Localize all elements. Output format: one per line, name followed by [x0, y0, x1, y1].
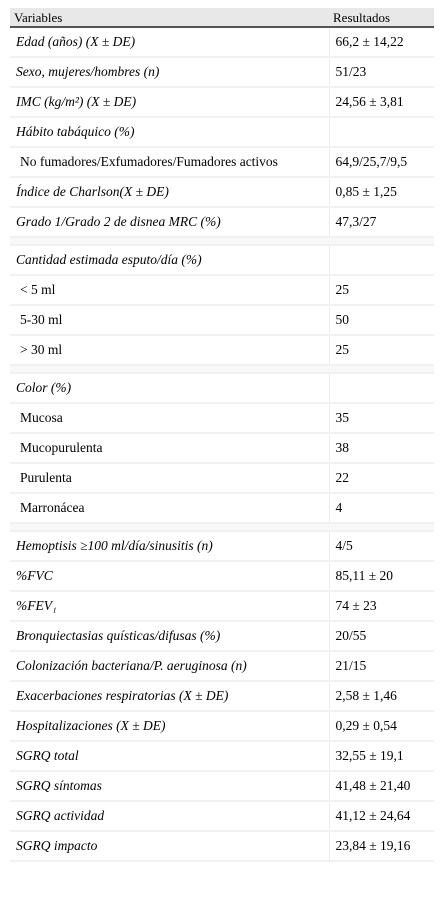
table-row — [10, 433, 434, 463]
variable-cell: < 5 ml — [10, 275, 329, 305]
table-row — [10, 531, 434, 561]
result-cell: 0,29 ± 0,54 — [329, 711, 434, 741]
table-row — [10, 463, 434, 493]
result-cell: 23,84 ± 19,16 — [329, 831, 434, 861]
variable-cell: Cantidad estimada esputo/día (%) — [10, 245, 329, 275]
result-cell: 25 — [329, 275, 434, 305]
variable-cell: Purulenta — [10, 463, 329, 493]
result-cell — [329, 245, 434, 275]
table-row — [10, 403, 434, 433]
result-cell: 41,12 ± 24,64 — [329, 801, 434, 831]
variable-cell: > 30 ml — [10, 335, 329, 365]
table-row — [10, 245, 434, 275]
result-cell: 32,55 ± 19,1 — [329, 741, 434, 771]
result-cell: 74 ± 23 — [329, 591, 434, 621]
table-row — [10, 87, 434, 117]
variable-cell: Sexo, mujeres/hombres (n) — [10, 57, 329, 87]
table-row — [10, 177, 434, 207]
variable-cell: SGRQ actividad — [10, 801, 329, 831]
variable-cell: Colonización bacteriana/P. aeruginosa (n) — [10, 651, 329, 681]
variable-cell: %FEV₁ — [10, 591, 329, 621]
result-cell — [329, 117, 434, 147]
variable-cell: Marronácea — [10, 493, 329, 523]
variable-cell: Hábito tabáquico (%) — [10, 117, 329, 147]
table-row — [10, 681, 434, 711]
table-row — [10, 831, 434, 861]
variable-cell: SGRQ síntomas — [10, 771, 329, 801]
result-cell: 51/23 — [329, 57, 434, 87]
table-row — [10, 207, 434, 237]
spacer-cell — [10, 237, 434, 245]
spacer-cell — [10, 365, 434, 373]
table-row — [10, 621, 434, 651]
table-row — [10, 591, 434, 621]
variable-cell: SGRQ impacto — [10, 831, 329, 861]
table-row — [10, 561, 434, 591]
table-body — [10, 27, 434, 861]
variable-cell: Hemoptisis ≥100 ml/día/sinusitis (n) — [10, 531, 329, 561]
table-row — [10, 711, 434, 741]
table-row — [10, 741, 434, 771]
result-cell: 35 — [329, 403, 434, 433]
result-cell: 66,2 ± 14,22 — [329, 27, 434, 57]
variable-cell: 5-30 ml — [10, 305, 329, 335]
variable-cell: Color (%) — [10, 373, 329, 403]
result-cell: 47,3/27 — [329, 207, 434, 237]
header-variables: Variables — [10, 8, 329, 27]
variable-cell: Mucopurulenta — [10, 433, 329, 463]
results-table — [10, 8, 434, 862]
result-cell: 4 — [329, 493, 434, 523]
table-row — [10, 305, 434, 335]
table-row — [10, 771, 434, 801]
table-header — [10, 8, 434, 27]
table-row — [10, 57, 434, 87]
variable-cell: Grado 1/Grado 2 de disnea MRC (%) — [10, 207, 329, 237]
variable-cell: Hospitalizaciones (X ± DE) — [10, 711, 329, 741]
variable-cell: Índice de Charlson(X ± DE) — [10, 177, 329, 207]
result-cell: 2,58 ± 1,46 — [329, 681, 434, 711]
variable-cell: IMC (kg/m²) (X ± DE) — [10, 87, 329, 117]
spacer-row — [10, 365, 434, 373]
table-row — [10, 335, 434, 365]
spacer-row — [10, 523, 434, 531]
header-row — [10, 8, 434, 27]
result-cell: 22 — [329, 463, 434, 493]
header-resultados: Resultados — [329, 8, 434, 27]
variable-cell: SGRQ total — [10, 741, 329, 771]
result-cell: 0,85 ± 1,25 — [329, 177, 434, 207]
result-cell: 20/55 — [329, 621, 434, 651]
spacer-row — [10, 237, 434, 245]
spacer-cell — [10, 523, 434, 531]
table-row — [10, 651, 434, 681]
variable-cell: Exacerbaciones respiratorias (X ± DE) — [10, 681, 329, 711]
result-cell: 38 — [329, 433, 434, 463]
variable-cell: No fumadores/Exfumadores/Fumadores activos — [10, 147, 329, 177]
result-cell — [329, 373, 434, 403]
variable-cell: Edad (años) (X ± DE) — [10, 27, 329, 57]
result-cell: 21/15 — [329, 651, 434, 681]
variable-cell: Bronquiectasias quísticas/difusas (%) — [10, 621, 329, 651]
variable-cell: %FVC — [10, 561, 329, 591]
table-row — [10, 801, 434, 831]
result-cell: 4/5 — [329, 531, 434, 561]
table-row — [10, 493, 434, 523]
table-row — [10, 147, 434, 177]
result-cell: 24,56 ± 3,81 — [329, 87, 434, 117]
table-row — [10, 373, 434, 403]
results-table-container — [10, 8, 434, 862]
result-cell: 85,11 ± 20 — [329, 561, 434, 591]
table-row — [10, 275, 434, 305]
result-cell: 64,9/25,7/9,5 — [329, 147, 434, 177]
variable-cell: Mucosa — [10, 403, 329, 433]
table-row — [10, 117, 434, 147]
result-cell: 50 — [329, 305, 434, 335]
table-row — [10, 27, 434, 57]
result-cell: 25 — [329, 335, 434, 365]
result-cell: 41,48 ± 21,40 — [329, 771, 434, 801]
